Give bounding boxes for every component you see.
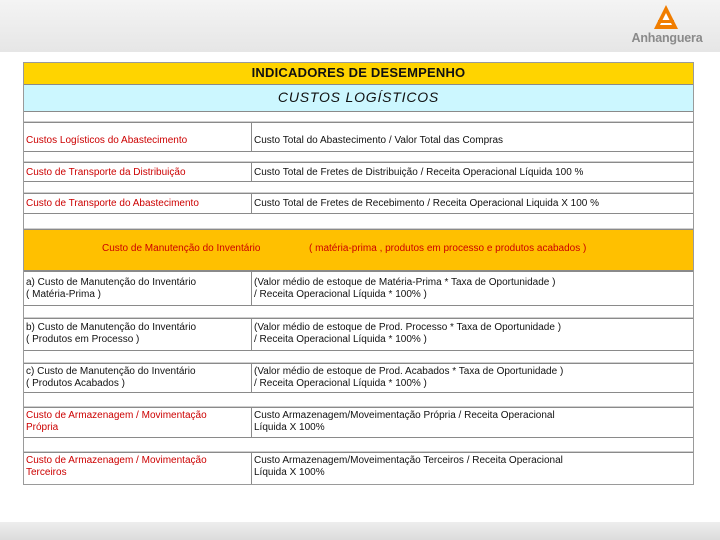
indicator-label: Custo de Armazenagem / Movimentação Terceiros <box>24 453 252 484</box>
inventory-header-label: Custo de Manutenção do Inventário <box>102 243 261 254</box>
indicator-label: a) Custo de Manutenção do Inventário ( Matéria-Prima ) <box>24 272 252 305</box>
spacer-row <box>24 112 693 122</box>
spacer-row <box>24 393 693 407</box>
spacer-row <box>24 152 693 162</box>
table-title-row <box>24 63 693 85</box>
table-row <box>24 318 693 351</box>
spacer-row <box>24 351 693 363</box>
indicator-label: c) Custo de Manutenção do Inventário ( Produtos Acabados ) <box>24 364 252 392</box>
table-row <box>24 363 693 393</box>
anhanguera-logo-icon <box>653 4 679 30</box>
spacer-row <box>24 306 693 318</box>
indicator-label: b) Custo de Manutenção do Inventário ( Produtos em Processo ) <box>24 319 252 350</box>
indicator-label: Custo de Transporte da Distribuição <box>24 163 252 181</box>
indicator-formula: Custo Total de Fretes de Distribuição / Receita Operacional Líquida 100 % <box>254 167 584 178</box>
inventory-header-row <box>24 229 693 271</box>
indicator-formula: Custo Armazenagem/Moveimentação Própria / Receita Operacional Líquida X 100% <box>254 410 555 433</box>
indicator-formula: Custo Total de Fretes de Recebimento / Receita Operacional Liquida X 100 % <box>254 198 600 209</box>
indicator-formula: (Valor médio de estoque de Prod. Processo * Taxa de Oportunidade ) / Receita Operacional Líquida * 100% ) <box>254 322 562 345</box>
logo-text: Anhanguera <box>631 31 703 45</box>
spacer-row <box>24 214 693 229</box>
table-row <box>24 407 693 438</box>
footer-bar <box>0 522 720 540</box>
table-row <box>24 193 693 214</box>
spacer-row <box>24 182 693 193</box>
table-subtitle: CUSTOS LOGÍSTICOS <box>277 89 440 105</box>
table-row <box>24 122 693 152</box>
table-row <box>24 162 693 182</box>
indicator-formula: Custo Total do Abastecimento / Valor Total das Compras <box>254 135 504 146</box>
indicator-label: Custo de Armazenagem / Movimentação Própria <box>24 408 252 437</box>
table-row <box>24 452 693 484</box>
header-bar <box>0 0 720 52</box>
logo <box>622 4 712 48</box>
indicator-formula: Custo Armazenagem/Moveimentação Terceiros / Receita Operacional Líquida X 100% <box>254 455 563 478</box>
performance-indicators-table <box>23 62 694 485</box>
indicator-label: Custo de Transporte do Abastecimento <box>24 194 252 213</box>
table-row <box>24 271 693 306</box>
table-title: INDICADORES DE DESEMPENHO <box>251 65 466 80</box>
table-subtitle-row <box>24 85 693 112</box>
indicator-label: Custos Logísticos do Abastecimento <box>24 123 252 151</box>
indicator-formula: (Valor médio de estoque de Matéria-Prima * Taxa de Oportunidade ) / Receita Operacional Líquida * 100% ) <box>254 277 556 300</box>
spacer-row <box>24 438 693 452</box>
inventory-header-detail: ( matéria-prima , produtos em processo e produtos acabados ) <box>309 243 587 254</box>
indicator-formula: (Valor médio de estoque de Prod. Acabados * Taxa de Oportunidade ) / Receita Operacional Líquida * 100% ) <box>254 366 564 389</box>
